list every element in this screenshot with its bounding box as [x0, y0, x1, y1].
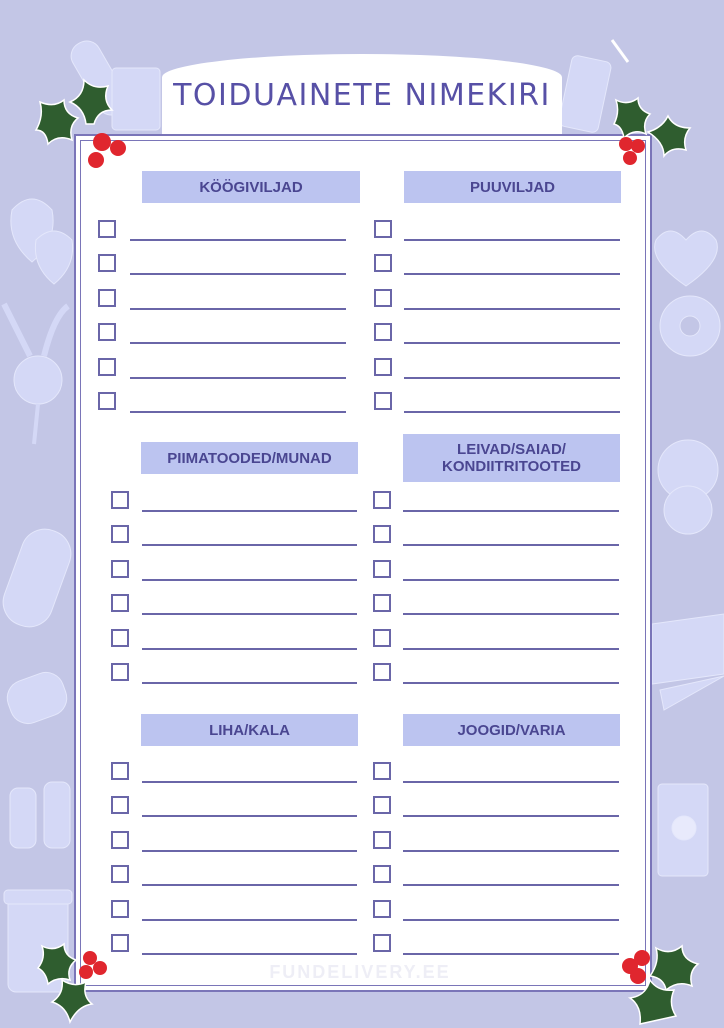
checkbox[interactable] — [98, 220, 116, 238]
beet-icon — [4, 304, 68, 444]
category-header-puuviljad: PUUVILJAD — [404, 171, 621, 203]
item-write-line[interactable] — [142, 850, 357, 852]
item-write-line[interactable] — [403, 613, 619, 615]
checkbox[interactable] — [111, 629, 129, 647]
holly-icon — [26, 70, 136, 180]
checkbox[interactable] — [373, 491, 391, 509]
checkbox[interactable] — [374, 220, 392, 238]
item-write-line[interactable] — [403, 579, 619, 581]
item-write-line[interactable] — [142, 953, 357, 955]
item-write-line[interactable] — [404, 273, 620, 275]
item-write-line[interactable] — [142, 884, 357, 886]
watermark: FUNDELIVERY.EE — [269, 962, 451, 982]
item-write-line[interactable] — [404, 308, 620, 310]
checkbox[interactable] — [98, 358, 116, 376]
category-header-leivad: LEIVAD/SAIAD/ KONDIITRITOOTED — [403, 434, 620, 482]
checkbox[interactable] — [111, 900, 129, 918]
item-write-line[interactable] — [403, 510, 619, 512]
checkbox[interactable] — [373, 663, 391, 681]
item-write-line[interactable] — [403, 544, 619, 546]
checkbox[interactable] — [373, 796, 391, 814]
checkbox[interactable] — [98, 392, 116, 410]
item-write-line[interactable] — [404, 342, 620, 344]
item-write-line[interactable] — [403, 919, 619, 921]
item-write-line[interactable] — [130, 239, 346, 241]
checkbox[interactable] — [111, 831, 129, 849]
checkbox[interactable] — [374, 289, 392, 307]
item-write-line[interactable] — [142, 815, 357, 817]
checkbox[interactable] — [373, 560, 391, 578]
bun-icon — [658, 440, 718, 534]
holly-icon — [610, 936, 720, 1026]
checkbox[interactable] — [373, 594, 391, 612]
item-write-line[interactable] — [142, 919, 357, 921]
item-write-line[interactable] — [403, 781, 619, 783]
checkbox[interactable] — [111, 762, 129, 780]
category-header-piimatooded: PIIMATOODED/MUNAD — [141, 442, 358, 474]
checkbox[interactable] — [98, 289, 116, 307]
item-write-line[interactable] — [130, 308, 346, 310]
bread-icon — [2, 667, 72, 728]
item-write-line[interactable] — [142, 682, 357, 684]
cheese-icon — [652, 614, 724, 710]
item-write-line[interactable] — [142, 544, 357, 546]
item-write-line[interactable] — [403, 648, 619, 650]
checkbox[interactable] — [373, 934, 391, 952]
category-header-joogid: JOOGID/VARIA — [403, 714, 620, 746]
donut-icon — [660, 296, 720, 356]
checkbox[interactable] — [111, 865, 129, 883]
checkbox[interactable] — [111, 796, 129, 814]
item-write-line[interactable] — [403, 953, 619, 955]
checkbox[interactable] — [111, 560, 129, 578]
item-write-line[interactable] — [404, 239, 620, 241]
item-write-line[interactable] — [130, 411, 346, 413]
item-write-line[interactable] — [130, 377, 346, 379]
sausage-icon — [0, 522, 78, 633]
item-write-line[interactable] — [142, 510, 357, 512]
item-write-line[interactable] — [130, 342, 346, 344]
item-write-line[interactable] — [403, 850, 619, 852]
checkbox[interactable] — [374, 358, 392, 376]
item-write-line[interactable] — [142, 613, 357, 615]
holly-icon — [604, 88, 704, 178]
item-write-line[interactable] — [403, 884, 619, 886]
checkbox[interactable] — [373, 629, 391, 647]
checkbox[interactable] — [374, 254, 392, 272]
heart-cookie-icon — [655, 231, 718, 286]
checkbox[interactable] — [98, 254, 116, 272]
strawberry-icon — [11, 199, 73, 284]
salt-shaker-icon — [10, 782, 70, 848]
item-write-line[interactable] — [404, 377, 620, 379]
checkbox[interactable] — [373, 525, 391, 543]
holly-icon — [30, 938, 130, 1028]
checkbox[interactable] — [373, 762, 391, 780]
item-write-line[interactable] — [403, 682, 619, 684]
checkbox[interactable] — [111, 663, 129, 681]
category-header-koogiviljad: KÖÖGIVILJAD — [142, 171, 360, 203]
item-write-line[interactable] — [130, 273, 346, 275]
item-write-line[interactable] — [404, 411, 620, 413]
checkbox[interactable] — [373, 900, 391, 918]
checkbox[interactable] — [374, 323, 392, 341]
category-header-liha-kala: LIHA/KALA — [141, 714, 358, 746]
item-write-line[interactable] — [403, 815, 619, 817]
checkbox[interactable] — [373, 865, 391, 883]
checkbox[interactable] — [111, 525, 129, 543]
checkbox[interactable] — [111, 491, 129, 509]
checkbox[interactable] — [373, 831, 391, 849]
item-write-line[interactable] — [142, 781, 357, 783]
checkbox[interactable] — [98, 323, 116, 341]
checkbox[interactable] — [111, 594, 129, 612]
list-sheet-border — [80, 140, 646, 986]
item-write-line[interactable] — [142, 648, 357, 650]
checkbox[interactable] — [374, 392, 392, 410]
milk-carton-icon — [658, 784, 708, 876]
page-title: TOIDUAINETE NIMEKIRI — [173, 78, 551, 113]
item-write-line[interactable] — [142, 579, 357, 581]
